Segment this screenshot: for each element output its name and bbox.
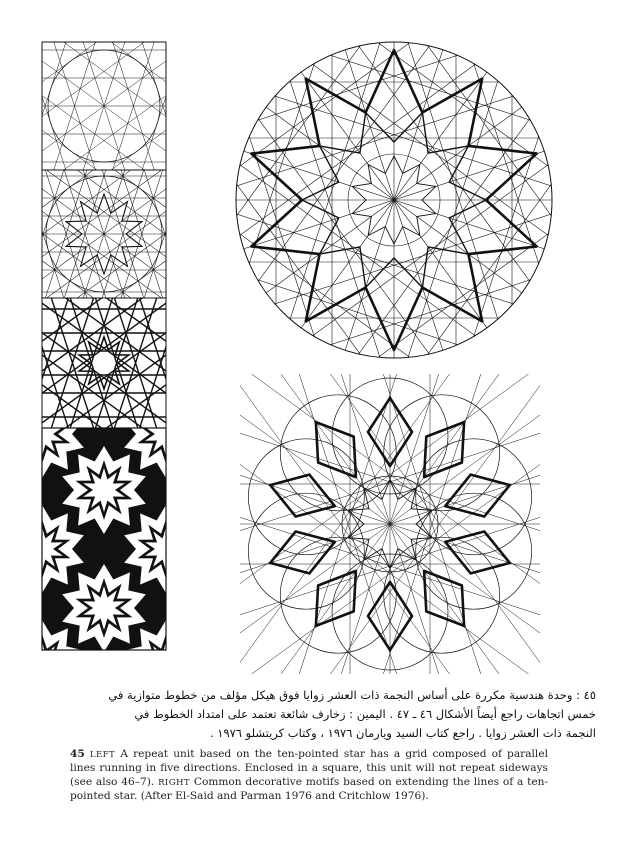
grid-lines [38, 64, 170, 404]
grid-line [38, 259, 170, 447]
arabic-caption-line-3: النجمة ذات العشر زوايا . راجع كتاب السيد ويارمان ١٩٧٦ ، وكتاب كريتشلو ١٩٧٦ . [209, 726, 596, 740]
right-top-star-motif-figure [228, 34, 560, 366]
right-tag: RIGHT [158, 777, 191, 788]
grid-line [38, 36, 100, 241]
caption-left-text: A repeat unit based on the ten-pointed star has a grid composed of parallel lines running in five directions. Enclosed in a square, this unit will not repeat sideways (see also 46–7). [70, 748, 548, 788]
grid-line [38, 36, 127, 267]
arabic-caption-line-1: ٤٥ : وحدة هندسية مكررة على أساس النجمة ذات العشر زوايا فوق هيكل مؤلف من خطوط متوازية في [108, 688, 596, 702]
right-bottom-rosette-motif-figure [240, 374, 540, 674]
grid-line [38, 187, 170, 375]
rosette-construction [240, 374, 540, 674]
grid-line [38, 93, 170, 281]
grid-line [38, 125, 170, 313]
english-caption [70, 748, 548, 804]
left-tag: LEFT [89, 750, 116, 760]
grid-line [38, 57, 170, 245]
left-band-1-grid [38, 36, 170, 275]
left-band-4-tiling [38, 390, 170, 654]
caption-right-text: Common decorative motifs based on extending the lines of a ten-pointed star. (After El-Said and Parman 1976 and Critchlow 1976). [70, 775, 549, 803]
construction-lines [228, 34, 560, 366]
arabic-caption-line-2: خمس اتجاهات راجع أيضاً الأشكال ٤٦ ـ ٤٧ . اليمين : زخارف شائعة تعتمد على امتداد الخطوط في [134, 707, 596, 721]
construction-lines [240, 374, 540, 674]
grid-line [38, 187, 170, 375]
grid-line [38, 57, 170, 245]
grid-line [38, 259, 170, 447]
grid-line [38, 111, 170, 299]
grid-line [38, 111, 170, 299]
left-repeat-unit-figure [38, 36, 170, 654]
left-band-2-grid [38, 64, 170, 404]
grid-line [81, 36, 170, 267]
figure-number: 45 [70, 748, 85, 760]
grid-line [108, 36, 170, 241]
grid-lines [38, 36, 170, 275]
center-star [79, 337, 128, 389]
grid-line [38, 125, 170, 313]
grid-line [38, 93, 170, 281]
